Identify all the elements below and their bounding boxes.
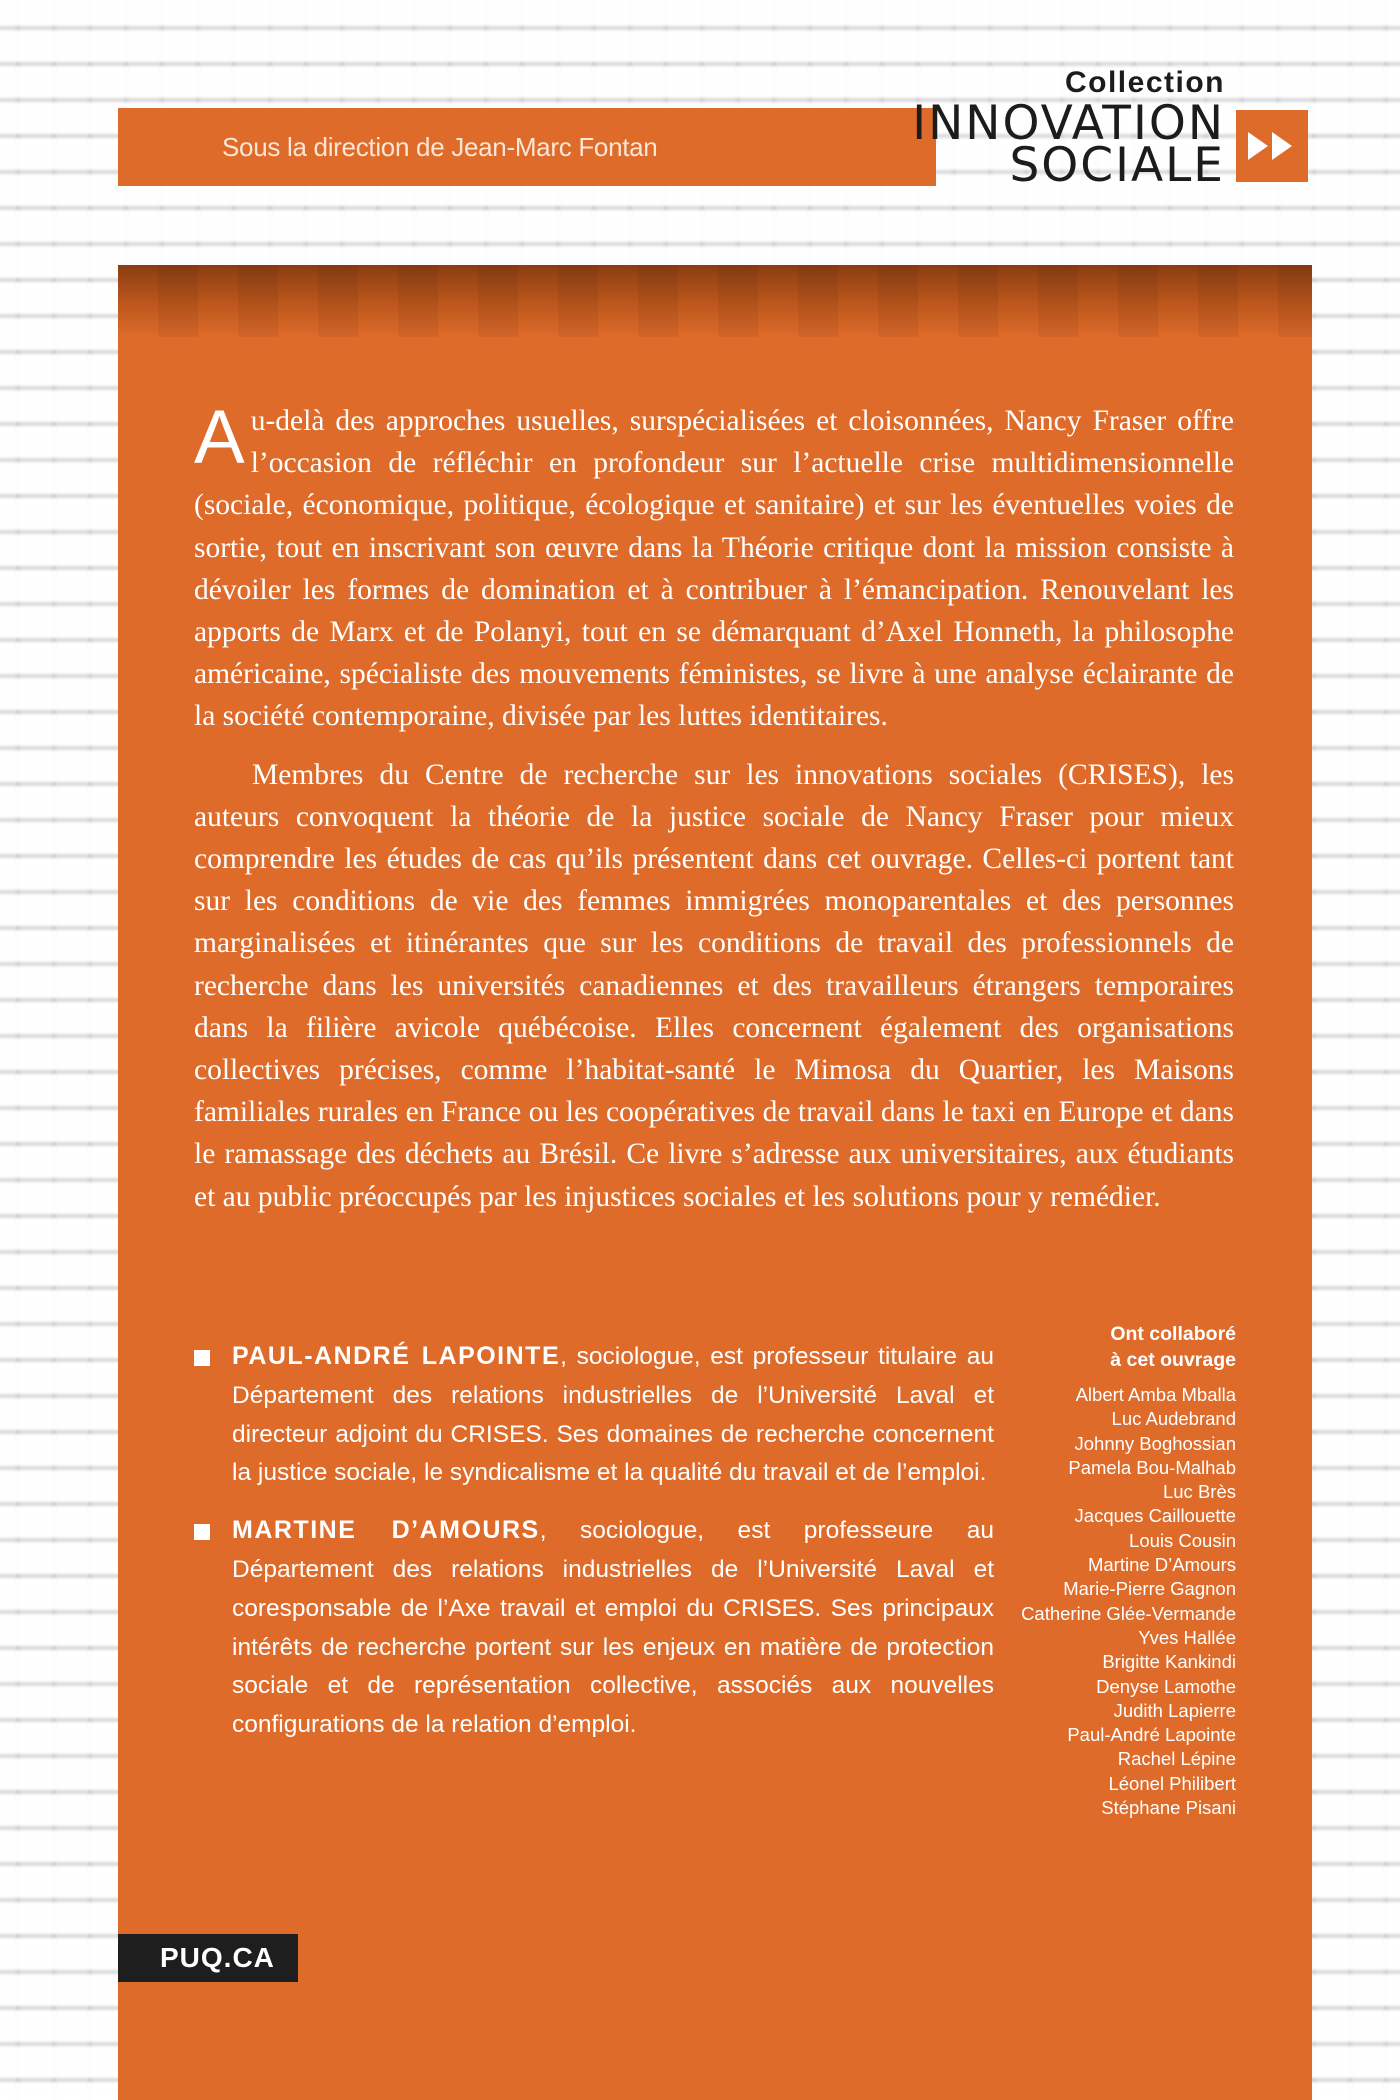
contributor-name: Luc Audebrand <box>1111 1408 1236 1430</box>
contributor-name: Johnny Boghossian <box>1074 1432 1236 1454</box>
contributor-name: Denyse Lamothe <box>1096 1675 1236 1697</box>
summary-paragraph-2: Membres du Centre de recherche sur les innovations sociales (CRISES), les auteurs convoquent la théorie de la justice sociale de Nancy Fraser pour mieux comprendre les études de cas qu’ils présentent dans cet ouvrage. Celles-ci portent tant sur les conditions de vie des femmes immigrées monoparentales et des personnes marginalisées et itinérantes que sur les conditions de travail des professionnels de recherche dans les universités canadiennes et des travailleurs étrangers temporaires dans la filière avicole québécoise. Elles concernent également des organisations collectives précises, comme l’habitat-santé le Mimosa du Quartier, les Maisons familiales rurales en France ou les coopératives de travail dans le taxi en Europe et dans le ramassage des déchets au Brésil. Ce livre s’adresse aux universitaires, aux étudiants et au public préoccupés par les injustices sociales et les solutions pour y remédier. <box>194 758 1234 1213</box>
author-description: , sociologue, est professeure au Département des relations industrielles de l’Université Laval et coresponsable de l’Axe travail et emploi du CRISES. Ses principaux intérêts de recherche portent sur les enjeux en matière de protection sociale et de représentation collective, associés aux nouvelles configurations de la relation d’emploi. <box>232 1517 994 1739</box>
contributor-name: Catherine Glée-Vermande <box>1021 1602 1236 1624</box>
contributor-name: Rachel Lépine <box>1117 1748 1236 1770</box>
contributor-name: Paul-André Lapointe <box>1067 1724 1236 1746</box>
contributor-name: Léonel Philibert <box>1108 1772 1236 1794</box>
publisher-website-badge: PUQ.CA <box>118 1934 298 1982</box>
author-bio-2 <box>194 1511 994 1745</box>
collection-title-line2: SOCIALE <box>1009 138 1225 193</box>
bullet-square-icon <box>194 1524 210 1540</box>
contributor-name: Luc Brès <box>1162 1481 1236 1503</box>
contributor-name: Jacques Caillouette <box>1074 1505 1236 1527</box>
collection-title-line1: INNOVATION <box>912 96 1225 151</box>
contributor-name: Albert Amba Mballa <box>1075 1384 1236 1405</box>
panel-texture-band <box>118 265 1312 337</box>
contributor-name: Louis Cousin <box>1129 1529 1236 1551</box>
summary-text <box>194 395 1234 1218</box>
double-chevron-right-icon <box>1244 124 1300 168</box>
summary-paragraph-1: Au-delà des approches usuelles, surspécialisées et cloisonnées, Nancy Fraser offre l’occasion de réfléchir en profondeur sur l’actuelle crise multidimensionnelle (sociale, économique, politique, écologique et sanitaire) et sur les éventuelles voies de sortie, tout en inscrivant son œuvre dans la Théorie critique dont la mission consiste à dévoiler les formes de domination et à contribuer à l’émancipation. Renouvelant les apports de Marx et de Polanyi, tout en se démarquant d’Axel Honneth, la philosophe américaine, spécialiste des mouvements féministes, se livre à une analyse éclairante de la société contemporaine, divisée par les luttes identitaires. <box>194 395 1234 733</box>
author-description: , sociologue, est professeur titulaire au Département des relations industrielles de l’Université Laval et directeur adjoint du CRISES. Ses domaines de recherche concernent la justice sociale, le syndicalisme et la qualité du travail et de l’emploi. <box>232 1343 994 1487</box>
contributor-name: Stéphane Pisani <box>1101 1797 1236 1819</box>
collection-arrow-badge <box>1236 110 1308 182</box>
contributors-list <box>936 1383 1236 1820</box>
contributors-heading <box>936 1321 1236 1373</box>
back-cover-panel <box>118 265 1312 2100</box>
collection-title <box>912 96 1225 193</box>
author-bio-1 <box>194 1337 994 1493</box>
author-name: PAUL-ANDRÉ LAPOINTE <box>232 1342 561 1370</box>
director-credit: Sous la direction de Jean-Marc Fontan <box>222 132 658 162</box>
contributor-name: Brigitte Kankindi <box>1102 1651 1236 1673</box>
contributor-name: Judith Lapierre <box>1113 1699 1236 1721</box>
contributor-name: Pamela Bou-Malhab <box>1068 1456 1236 1478</box>
author-name: MARTINE D’AMOURS <box>232 1516 540 1545</box>
author-bios <box>194 1337 994 1763</box>
contributor-name: Marie-Pierre Gagnon <box>1063 1578 1236 1600</box>
collection-label: Collection <box>1064 66 1225 99</box>
contributors-heading-line1: Ont collaboré <box>1110 1323 1236 1345</box>
contributors-block <box>936 1321 1236 1820</box>
contributor-name: Yves Hallée <box>1138 1626 1236 1648</box>
contributor-name: Martine D’Amours <box>1087 1554 1236 1576</box>
contributors-heading-line2: à cet ouvrage <box>1110 1349 1236 1371</box>
bullet-square-icon <box>194 1350 210 1366</box>
